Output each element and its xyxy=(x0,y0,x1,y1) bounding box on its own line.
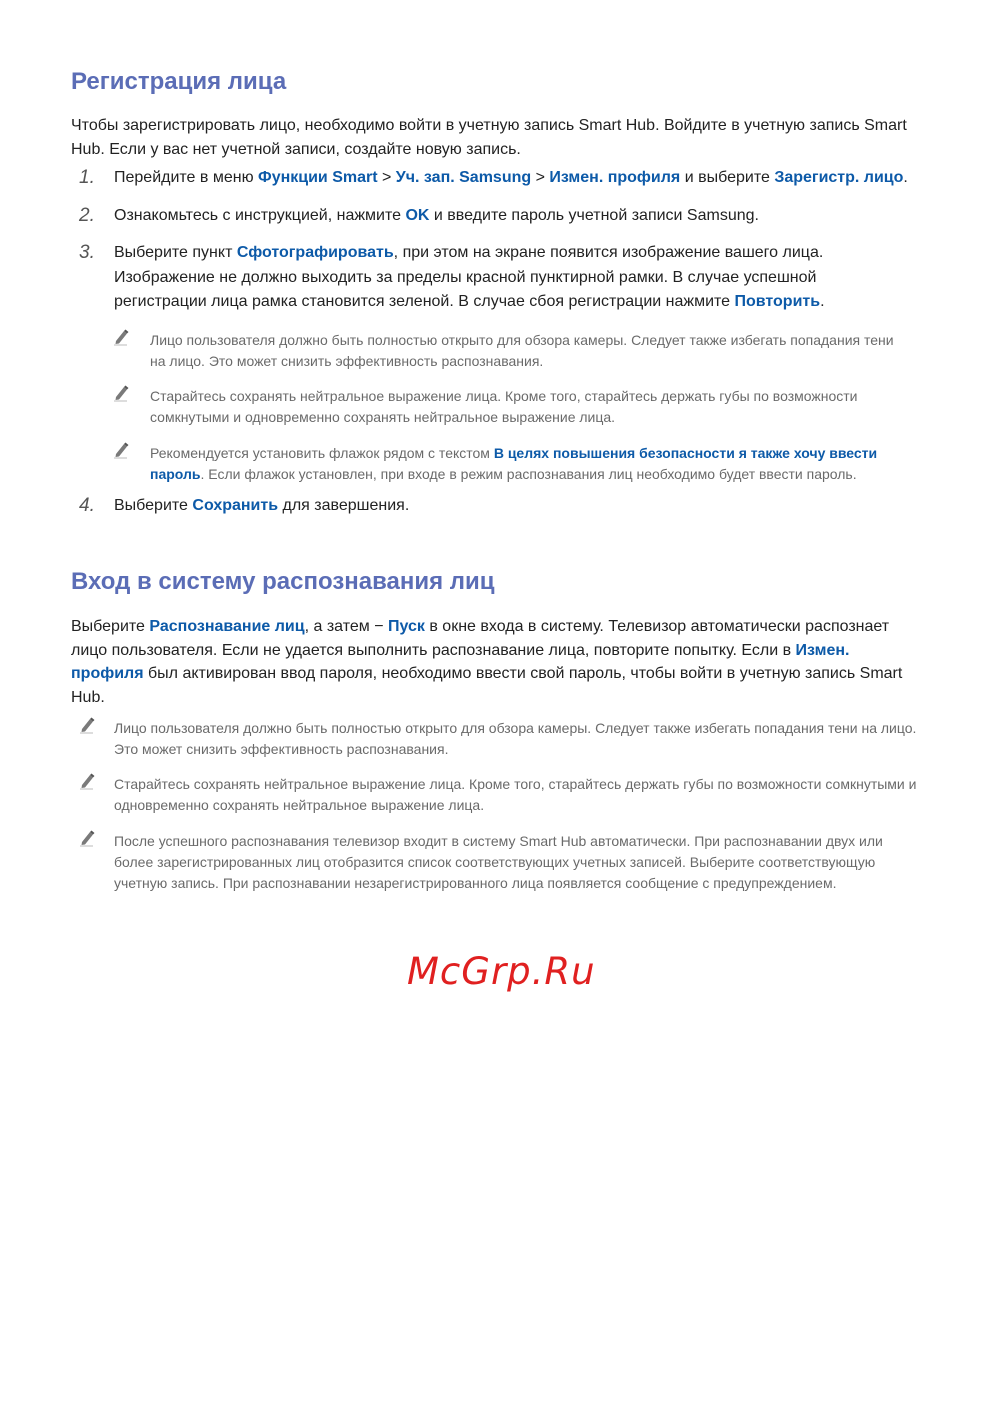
step-number: 1. xyxy=(79,167,95,188)
ui-term: Уч. зап. Samsung xyxy=(395,169,532,186)
text-run: > xyxy=(377,169,396,186)
step-text xyxy=(114,204,919,229)
text-run: в окне входа в систему. Телевизор автоматически распознает лицо пользователя. Если не удается выполнить распознавание лица, повторите попытку. Если в xyxy=(71,618,890,659)
text-run: Выберите пункт xyxy=(114,244,237,261)
ui-term: Сохранить xyxy=(192,496,279,514)
text-run: и введите пароль учетной записи Samsung. xyxy=(429,206,759,224)
note-text xyxy=(150,443,912,485)
text-run: . xyxy=(820,293,825,310)
text-run: и выберите xyxy=(680,169,775,186)
text-run: Старайтесь сохранять нейтральное выражение лица. Кроме того, старайтесь держать губы по возможности сомкнутыми и одновременно сохранять нейтральное выражение лица. xyxy=(114,776,917,813)
ui-term: Пуск xyxy=(388,618,425,635)
section-title-face-login: Вход в систему распознавания лиц xyxy=(71,568,495,595)
ui-term: В целях повышения безопасности я также хочу ввести пароль xyxy=(150,444,878,482)
text-run: Лицо пользователя должно быть полностью открыто для обзора камеры. Следует также избегать попадания тени на лицо. Это может снизить эффективность распознавания. xyxy=(150,331,894,369)
step-number: 2. xyxy=(79,204,95,226)
ui-term: OK xyxy=(405,206,430,224)
text-run: . Если флажок установлен, при входе в режим распознавания лиц необходимо будет ввести пароль. xyxy=(200,465,857,482)
ui-term: Распознавание лиц xyxy=(149,618,305,635)
section-title-face-registration: Регистрация лица xyxy=(71,68,287,95)
note xyxy=(112,386,912,428)
step-text xyxy=(114,166,919,191)
text-run: Перейдите в меню xyxy=(114,169,259,186)
note xyxy=(78,831,918,894)
ui-term: Измен. профиля xyxy=(71,641,850,682)
note xyxy=(78,774,918,816)
note-text xyxy=(114,718,918,760)
note-text xyxy=(150,330,912,372)
text-run: Выберите xyxy=(114,496,193,514)
intro-paragraph xyxy=(71,114,921,161)
text-run: Старайтесь сохранять нейтральное выражение лица. Кроме того, старайтесь держать губы по возможности сомкнутыми и одновременно сохранять нейтральное выражение лица. xyxy=(150,387,858,425)
note-text xyxy=(150,386,912,428)
note xyxy=(78,718,918,760)
ui-term: Сфотографировать xyxy=(236,244,394,261)
pencil-icon xyxy=(78,716,96,734)
text-run: для завершения. xyxy=(278,496,410,514)
ui-term: Зарегистр. лицо xyxy=(774,169,904,186)
step-text xyxy=(114,241,899,315)
step-2 xyxy=(79,204,919,229)
watermark: McGrp.Ru xyxy=(407,950,596,993)
text-run: Лицо пользователя должно быть полностью открыто для обзора камеры. Следует также избегать попадания тени на лицо. Это может снизить эффективность распознавания. xyxy=(114,720,917,757)
note-text xyxy=(114,831,918,894)
step-4 xyxy=(79,494,919,519)
step-text xyxy=(114,494,919,519)
text-run: , при этом на экране появится изображение вашего лица. Изображение не должно выходить за пределы красной пунктирной рамки. В случае успешной регистрации лица рамка становится зеленой. В случае сбоя регистрации нажмите xyxy=(114,244,824,310)
text-run: . xyxy=(903,169,908,186)
pencil-icon xyxy=(112,328,130,346)
step-3 xyxy=(79,241,899,315)
text-run: Чтобы зарегистрировать лицо, необходимо войти в учетную запись Smart Hub. Войдите в учетную запись Smart Hub. Если у вас нет учетной записи, создайте новую запись. xyxy=(71,117,907,158)
login-paragraph xyxy=(71,615,916,709)
note-text xyxy=(114,774,918,816)
pencil-icon xyxy=(78,772,96,790)
note xyxy=(112,330,912,372)
text-run: , а затем − xyxy=(304,618,388,635)
text-run: После успешного распознавания телевизор входит в систему Smart Hub автоматически. При распознавании двух или более зарегистрированных лиц отобразится список соответствующих учетных записей. Выберите соответствующую учетную запись. При распознавании незарегистрированного лица появляется сообщение с предупреждением. xyxy=(114,833,883,891)
ui-term: Повторить xyxy=(734,293,821,310)
step-number: 3. xyxy=(79,242,95,263)
text-run: Выберите xyxy=(71,618,150,635)
pencil-icon xyxy=(112,441,130,459)
step-number: 4. xyxy=(79,494,95,516)
text-run: > xyxy=(531,169,550,186)
note xyxy=(112,443,912,485)
pencil-icon xyxy=(112,384,130,402)
text-run: был активирован ввод пароля, необходимо ввести свой пароль, чтобы войти в учетную запись Smart Hub. xyxy=(71,665,903,706)
text-run: Рекомендуется установить флажок рядом с текстом xyxy=(150,444,494,461)
step-1 xyxy=(79,166,919,191)
ui-term: Функции Smart xyxy=(258,169,378,186)
pencil-icon xyxy=(78,829,96,847)
ui-term: Измен. профиля xyxy=(549,169,681,186)
text-run: Ознакомьтесь с инструкцией, нажмите xyxy=(114,206,406,224)
